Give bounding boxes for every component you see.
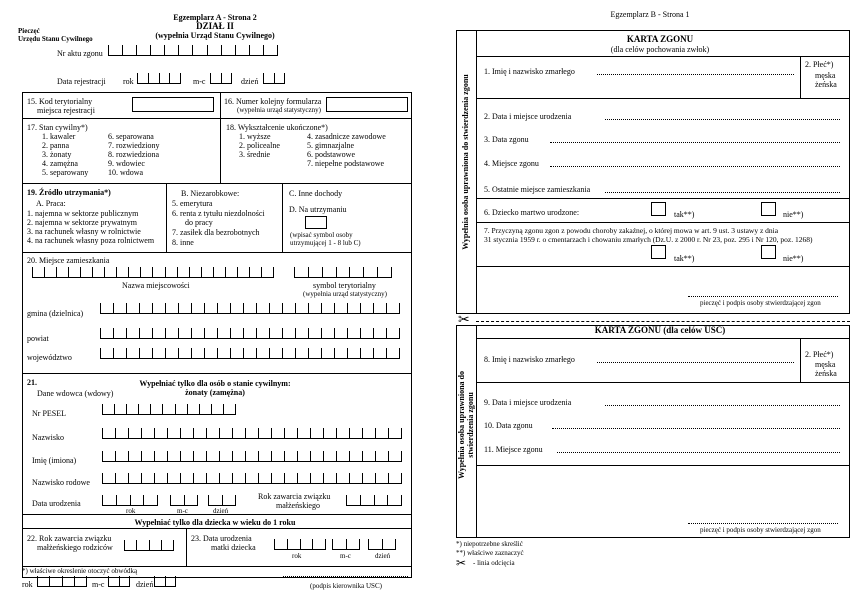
rok-zaw-label-2: małżeńskiego	[276, 501, 320, 510]
rok-zaw-field[interactable]	[346, 495, 402, 506]
symbol-label: symbol terytorialny	[313, 281, 376, 290]
s19-d-note: (wpisać symbol osoby	[290, 231, 353, 239]
option-item[interactable]: 3. żonaty	[42, 150, 72, 159]
nie-label: nie**)	[783, 210, 804, 219]
rok-label: rok	[123, 77, 134, 86]
mc-label: m-c	[92, 580, 105, 589]
s15-field[interactable]	[132, 97, 214, 112]
scissors-icon: ✂	[456, 556, 467, 570]
s21-dane-label: Dane wdowca (wdowy)	[37, 389, 114, 398]
nazwa-label: Nazwa miejscowości	[122, 281, 190, 290]
rok-field[interactable]	[137, 73, 181, 84]
option-item[interactable]: 6. separowana	[108, 132, 154, 141]
s21-title: Wypełniać tylko dla osób o stanie cywilnym:	[139, 379, 291, 388]
gmina-field[interactable]	[100, 303, 400, 314]
pesel-field[interactable]	[102, 404, 236, 415]
option-item[interactable]: 7. rozwiedziony	[108, 141, 160, 150]
card2-sign-label: pieczęć i podpis osoby stwierdzającej zgon	[700, 526, 821, 534]
cut-label: - linia odcięcia	[473, 559, 515, 567]
tak-checkbox[interactable]	[651, 202, 666, 216]
data-ur-dzien-field[interactable]	[208, 495, 236, 506]
rodowe-field[interactable]	[102, 473, 402, 484]
option-item[interactable]: 8. inne	[172, 238, 194, 247]
mc-field[interactable]	[210, 73, 232, 84]
rok-label: rok	[126, 507, 136, 515]
option-item[interactable]: 6. podstawowe	[307, 150, 355, 159]
rok-label: rok	[292, 552, 302, 560]
rok-zaw-label: Rok zawarcia związku	[258, 492, 331, 501]
f2-label: 2. Płeć*)	[805, 60, 834, 69]
plec-option[interactable]: żeńska	[815, 369, 837, 378]
f11-label: 11. Miejsce zgonu	[484, 445, 543, 454]
nie-checkbox[interactable]	[761, 202, 776, 216]
option-item[interactable]: 8. rozwiedziona	[108, 150, 160, 159]
section-sub: (wypełnia Urząd Stanu Cywilnego)	[155, 31, 275, 40]
copy-label-b: Egzemplarz B - Strona 1	[610, 10, 690, 19]
s22-label-2: małżeńskiego rodziców	[37, 543, 113, 552]
option-item[interactable]: 9. wdowiec	[108, 159, 145, 168]
s23-rok-field[interactable]	[274, 539, 326, 550]
f10-label: 10. Data zgonu	[484, 421, 533, 430]
child-title: Wypełniać tylko dla dziecka w wieku do 1 roku	[134, 518, 296, 527]
f5-label: 5. Ostatnie miejsce zamieszkania	[484, 185, 591, 194]
option-item[interactable]: 4. na rachunek własny poza rolnictwem	[27, 236, 155, 245]
dzien-label: dzień	[241, 77, 259, 86]
s19-a-title: A. Praca:	[36, 199, 66, 208]
s21-title-2: żonaty (zamężna)	[185, 388, 245, 397]
footer-note: *) właściwe okreslenie otoczyć obwódką	[22, 567, 138, 575]
nazwisko-field[interactable]	[102, 428, 402, 439]
f1-label: 1. Imię i nazwisko zmarłego	[484, 67, 575, 76]
f9-label: 9. Data i miejsce urodzenia	[484, 398, 572, 407]
s19-label: 19. Źródło utrzymania*)	[27, 188, 111, 197]
scissors-icon: ✂	[458, 313, 470, 328]
s15-label-2: miejsca rejestracji	[37, 106, 95, 115]
f6-label: 6. Dziecko martwo urodzone:	[484, 208, 580, 217]
card1-title: KARTA ZGONU	[626, 34, 694, 44]
f2b-field[interactable]	[605, 119, 840, 120]
s23-dzien-field[interactable]	[368, 539, 396, 550]
data-ur-mc-field[interactable]	[170, 495, 198, 506]
data-ur-label: Data urodzenia	[32, 499, 81, 508]
option-item[interactable]: 4. zamężna	[42, 159, 78, 168]
option-item[interactable]: 6. renta z tytułu niezdolności	[172, 209, 265, 218]
s22-field[interactable]	[124, 540, 174, 551]
option-item[interactable]: 2. najemna w sektorze prywatnym	[27, 218, 137, 227]
card2-side-label: Wypełnia osoba uprawniona do	[457, 371, 466, 479]
card2-side-label-2: stwierdzenia zgonu	[466, 392, 475, 458]
f2-label: 2. Płeć*)	[805, 350, 834, 359]
imie-label: Imię (imiona)	[32, 456, 77, 465]
powiat-field[interactable]	[100, 328, 400, 339]
s18-label: 18. Wykształcenie ukończone*)	[226, 123, 328, 132]
option-item[interactable]: 5. emerytura	[172, 199, 213, 208]
symbol-note: (wypełnia urząd statystyczny)	[303, 290, 387, 298]
f9-field[interactable]	[605, 405, 840, 406]
data-ur-rok-field[interactable]	[102, 495, 158, 506]
option-item[interactable]: 7. zasiłek dla bezrobotnych	[172, 228, 260, 237]
nie-label: nie**)	[783, 254, 804, 263]
card1-side-label: Wypełnia osoba uprawniona do stwierdzenia zgonu	[461, 74, 470, 250]
f2b-label: 2. Data i miejsce urodzenia	[484, 112, 572, 121]
nr-aktu-label: Nr aktu zgonu	[57, 49, 103, 58]
cut-line	[476, 321, 850, 322]
footer-mc-field[interactable]	[108, 576, 130, 587]
option-item[interactable]: do pracy	[185, 218, 213, 227]
f4-field[interactable]	[550, 166, 840, 167]
s19-d-title: D. Na utrzymaniu	[289, 205, 347, 214]
option-item[interactable]: 2. panna	[42, 141, 70, 150]
nazwa-miejscowosci-field[interactable]	[32, 267, 274, 278]
f4-label: 4. Miejsce zgonu	[484, 159, 539, 168]
f10-field[interactable]	[552, 428, 840, 429]
s19-b-title: B. Niezarobkowe:	[181, 189, 240, 198]
pesel-label: Nr PESEL	[32, 409, 66, 418]
signature-line[interactable]	[283, 576, 408, 577]
option-item[interactable]: 1. najemna w sektorze publicznym	[27, 209, 139, 218]
plec-option[interactable]: męska	[815, 71, 836, 80]
symbol-field[interactable]	[294, 267, 392, 278]
card1-sign-line[interactable]	[688, 296, 838, 297]
f3-label: 3. Data zgonu	[484, 135, 529, 144]
card1-sub: (dla celów pochowania zwłok)	[610, 45, 710, 54]
option-item[interactable]: 3. na rachunek własny w rolnictwie	[27, 227, 141, 236]
s17-label: 17. Stan cywilny*)	[27, 123, 88, 132]
option-item[interactable]: 10. wdowa	[108, 168, 144, 177]
f7-label-2: 31 stycznia 1959 r. o cmentarzach i chowaniu zmarłych (Dz.U. z 2000 r. Nr 23, poz. 295 i Nr 120, poz. 1268)	[484, 235, 813, 244]
rok-label: rok	[22, 580, 33, 589]
nazwisko-label: Nazwisko	[32, 433, 64, 442]
s20-label: 20. Miejsce zamieszkania	[27, 256, 110, 265]
section-title: DZIAŁ II	[196, 21, 234, 31]
footer-rok-field[interactable]	[37, 576, 87, 587]
tak-label: tak**)	[674, 210, 695, 219]
s19-c-title: C. Inne dochody	[289, 189, 343, 198]
woj-label: województwo	[27, 353, 72, 362]
mc-label: m-c	[193, 77, 206, 86]
s23-label-2: matki dziecka	[211, 543, 256, 552]
mc-label: m-c	[177, 507, 188, 515]
imie-field[interactable]	[102, 451, 402, 462]
s22-label: 22. Rok zawarcia związku	[27, 534, 112, 543]
option-item[interactable]: 7. niepełne podstawowe	[307, 159, 385, 168]
s23-label: 23. Data urodzenia	[191, 534, 252, 543]
option-item[interactable]: 3. średnie	[239, 150, 271, 159]
stamp-label-2: Urzędu Stanu Cywilnego	[18, 35, 93, 43]
copy-label: Egzemplarz A - Strona 2	[173, 13, 257, 22]
option-item[interactable]: 2. policealne	[239, 141, 280, 150]
rodowe-label: Nazwisko rodowe	[32, 478, 90, 487]
tak-label: tak**)	[674, 254, 695, 263]
sign-label: (podpis kierownika USC)	[310, 582, 382, 590]
s23-mc-field[interactable]	[332, 539, 360, 550]
dzien-label: dzień	[213, 507, 229, 515]
tak-checkbox-2[interactable]	[651, 245, 666, 259]
card2-sign-line[interactable]	[688, 523, 838, 524]
f8-label: 8. Imię i nazwisko zmarłego	[484, 355, 575, 364]
s19-d-field[interactable]	[305, 216, 327, 229]
mc-label: m-c	[340, 552, 351, 560]
option-item[interactable]: 5. gimnazjalne	[307, 141, 355, 150]
option-item[interactable]: 1. kawaler	[42, 132, 76, 141]
dzien-label: dzień	[375, 552, 391, 560]
powiat-label: powiat	[27, 334, 49, 343]
nr-aktu-field[interactable]	[108, 45, 278, 56]
option-item[interactable]: 5. separowany	[42, 168, 89, 177]
woj-field[interactable]	[100, 348, 400, 359]
footnote-1: *) niepotrzebne skreślić	[456, 540, 523, 548]
footnote-2: **) właściwe zaznaczyć	[456, 549, 524, 557]
f8-field[interactable]	[597, 362, 794, 363]
option-item[interactable]: 4. zasadnicze zawodowe	[307, 132, 386, 141]
plec-option[interactable]: męska	[815, 360, 836, 369]
data-rej-label: Data rejestracji	[57, 77, 106, 86]
s16-label-2: (wypełnia urząd statystyczny)	[237, 106, 321, 114]
s21-label: 21.	[27, 378, 37, 387]
plec-option[interactable]: żeńska	[815, 80, 837, 89]
dzien-field[interactable]	[263, 73, 285, 84]
footer-dzien-field[interactable]	[154, 576, 176, 587]
card2-title: KARTA ZGONU (dla celów USC)	[594, 325, 726, 335]
f1-field[interactable]	[597, 74, 794, 75]
s15-label: 15. Kod terytorialny	[27, 97, 93, 106]
card1-sign-label: pieczęć i podpis osoby stwierdzającej zgon	[700, 299, 821, 307]
s19-d-note-2: utrzymującej 1 - 8 lub C)	[290, 239, 361, 247]
s16-label: 16. Numer kolejny formularza	[224, 97, 322, 106]
f5-field[interactable]	[605, 192, 840, 193]
dzien-label: dzień	[136, 580, 154, 589]
nie-checkbox-2[interactable]	[761, 245, 776, 259]
stamp-label: Pieczęć	[18, 27, 40, 35]
f11-field[interactable]	[557, 452, 840, 453]
f7-label: 7. Przyczyną zgonu zgon z powodu choroby zakaźnej, o której mowa w art. 9 ust. 3 ustawy z dnia	[484, 226, 779, 235]
option-item[interactable]: 1. wyższe	[239, 132, 271, 141]
gmina-label: gmina (dzielnica)	[27, 309, 84, 318]
s16-field[interactable]	[326, 97, 408, 112]
f3-field[interactable]	[550, 142, 840, 143]
